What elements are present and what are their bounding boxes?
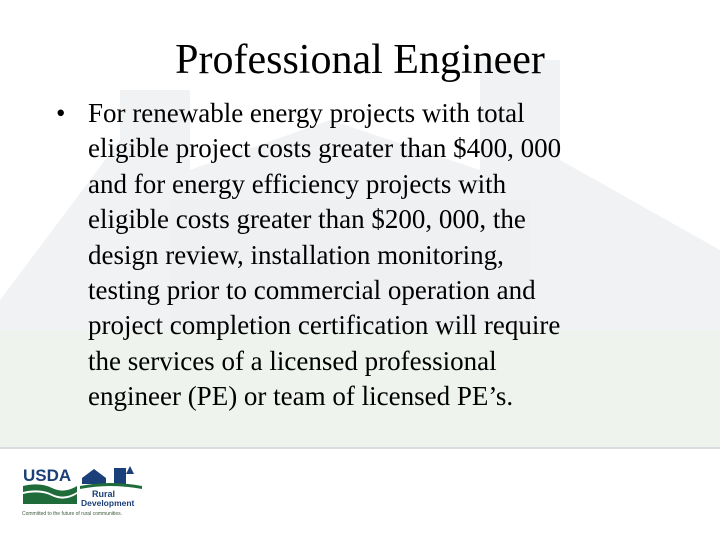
bullet-item — [56, 96, 666, 415]
rd-logo-line2: Development — [81, 498, 135, 508]
rd-logo-line1: Rural — [92, 489, 116, 499]
slide-title: Professional Engineer — [175, 37, 545, 83]
tower-icon — [126, 466, 134, 474]
bullet-line: For renewable energy projects with total — [88, 98, 525, 128]
bullet-icon: • — [56, 98, 66, 128]
bullet-line: eligible costs greater than $200, 000, the — [88, 204, 526, 235]
footer-divider — [0, 447, 720, 449]
footer-logo — [22, 460, 142, 520]
bullet-line: and for energy efficiency projects with — [88, 168, 507, 199]
rural-development-logo-icon — [80, 460, 142, 508]
usda-logo-text: USDA — [23, 466, 72, 485]
bullet-line: eligible project costs greater than $400, 000 — [88, 133, 562, 164]
bullet-line: project completion certification will require — [88, 310, 561, 341]
logo-tagline: Committed to the future of rural communities. — [22, 511, 123, 517]
bullet-text — [88, 96, 666, 415]
bullet-line: the services of a licensed professional — [88, 345, 497, 376]
bullet-line: design review, installation monitoring, — [88, 239, 504, 270]
barn-icon — [82, 469, 106, 484]
silo-icon — [114, 468, 126, 484]
bullet-line: testing prior to commercial operation and — [88, 275, 536, 306]
bullet-list — [56, 96, 666, 415]
usda-logo-icon — [22, 464, 78, 508]
bullet-line: engineer (PE) or team of licensed PE’s. — [88, 381, 514, 412]
